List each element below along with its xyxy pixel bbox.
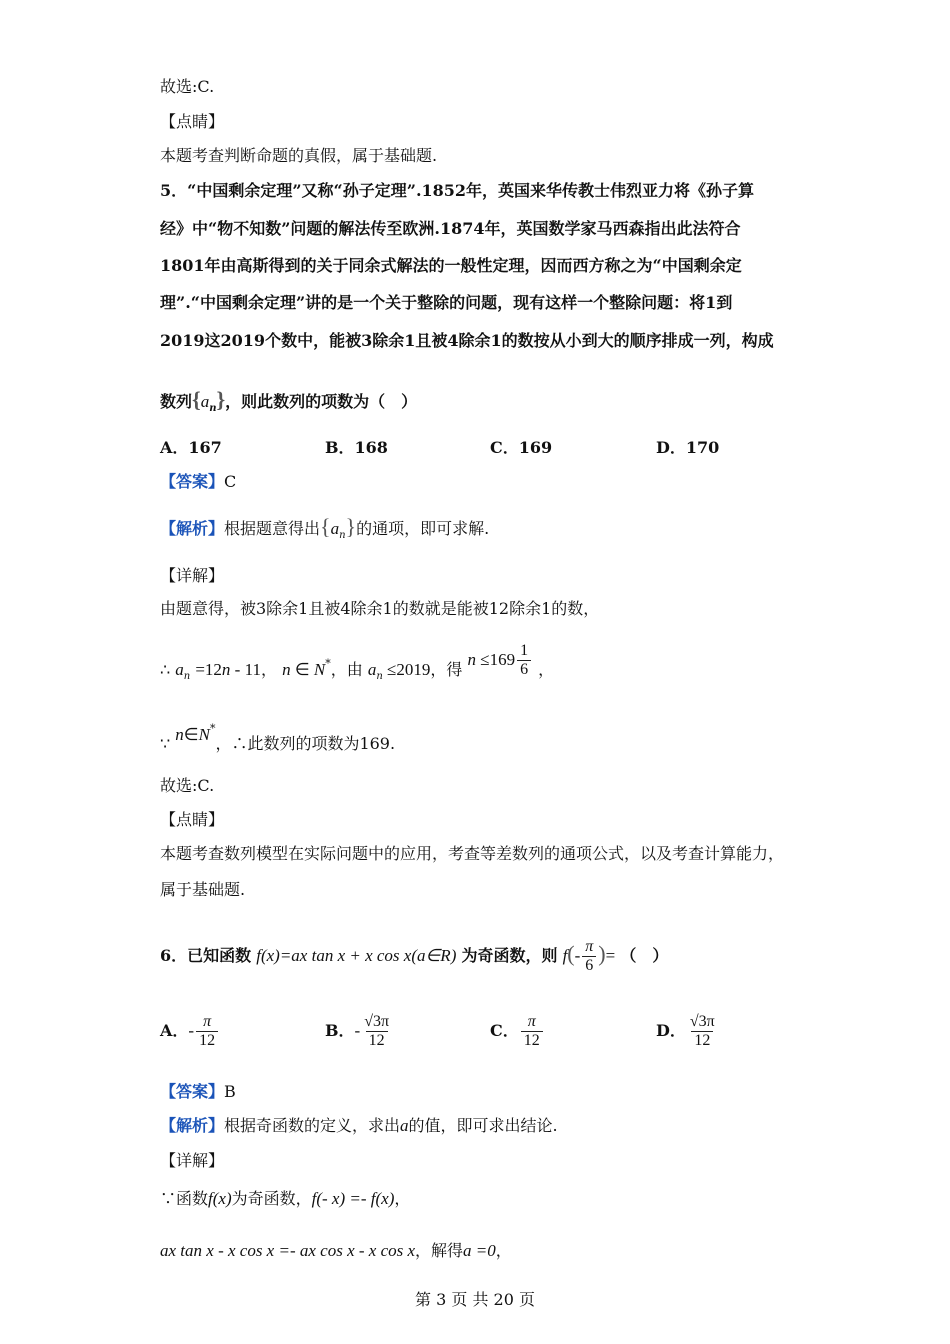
q6-analysis-pre: 根据奇函数的定义，求出 [224,1116,401,1135]
natural-N: N [313,660,326,679]
natural-N-2: N [198,725,210,744]
q5-seq-open-brace: { [192,387,201,412]
an-subscript-2: n [376,671,383,682]
q5-stem-line2: 经》中“物不知数”问题的解法传至欧洲.1874年，英国数学家马西森指出此法符合 [160,219,741,238]
q6-eval-eq: = [605,946,616,965]
q6-b-sign: - [354,1021,361,1040]
q5-analysis [160,516,489,547]
q5-analysis-a: a [330,519,340,538]
star-sup-2: * [209,722,216,735]
q6-a-den: 12 [196,1031,218,1050]
an-formula-n: n [221,660,231,679]
q5-seq-n: n [209,403,217,414]
detail2-end: ， [538,660,555,679]
q6-answer-label: 【答案】 [160,1082,225,1101]
q6-eval-f: f [562,946,568,965]
q5-seq-pre: 数列 [160,392,193,411]
q5-detail-label: 【详解】 [160,566,225,585]
q6-detail1-end: ， [394,1189,411,1208]
q6-detail1-because: ∵函数 [160,1189,209,1208]
q6-c-den: 12 [521,1031,543,1050]
q5-answer-label: 【答案】 [160,472,225,491]
q6-eval-minus: - [574,946,581,965]
q6-eval-close: ) [598,941,606,966]
q5-option-c: C．169 [490,438,553,457]
q6-answer [160,1081,236,1103]
q6-mid: 为奇函数，则 [461,946,558,965]
q6-d-num: √3π [689,1013,715,1030]
q6-prefix: 6．已知函数 [160,946,252,965]
q5-analysis-open-brace: { [320,514,331,539]
q6-analysis-post: 的值，即可求出结论. [408,1116,558,1135]
q6-eval-num: π [585,938,594,955]
q6-c-num: π [527,1013,536,1030]
q6-detail2-res: a =0 [463,1241,496,1260]
q6-suffix: （ ） [620,946,669,965]
q6-detail-line1 [160,1188,410,1210]
q6-option-d [656,1013,719,1050]
q5-seq-close-brace: } [216,387,226,412]
q5-seq-post: ，则此数列的项数为（ ） [225,392,418,411]
q6-detail2-eq: ax tan x - x cos x =- ax cos x - x cos x [160,1241,416,1260]
q6-detail1-fx: f(x) [208,1189,232,1208]
n-var-3: n [175,725,184,744]
q6-a-sign: - [188,1021,195,1040]
q6-b-fraction [362,1013,391,1050]
q5-pointer-text2: 属于基础题. [160,880,246,899]
q5-analysis-pre: 根据题意得出 [224,519,321,538]
q5-seq-a: a [200,392,210,411]
q5-detail-line2 [160,642,555,689]
q6-eval-open: ( [567,941,575,966]
q5-detail-line3 [160,722,396,755]
q5-stem-line3: 1801年由高斯得到的关于同余式解法的一般性定理，因而西方称之为“中国剩余定 [160,256,742,275]
q5-stem-line6 [160,389,417,420]
an-symbol: a [175,660,184,679]
q6-b-den: 12 [366,1031,388,1050]
q6-b-label: B． [325,1021,355,1040]
q5-stem-line4: 理”.“中国剩余定理”讲的是一个关于整除的问题，现有这样一个整除问题：将1到 [160,293,733,312]
q6-eval-den: 6 [582,956,596,975]
q6-a-label: A． [160,1021,189,1040]
q5-stem-line5: 2019这2019个数中，能被3除余1且被4除余1的数按从小到大的顺序排成一列，构成 [160,331,774,350]
q6-c-fraction [521,1013,543,1050]
frac-num: 1 [520,642,529,659]
n-var-2: n [467,650,476,669]
an-symbol-2: a [367,660,377,679]
detail2-de: ，得 [430,660,463,679]
q5-analysis-n: n [339,530,346,541]
an-formula-eq: =12 [195,660,222,679]
n-var: n [282,660,291,679]
fraction-one-sixth [517,642,531,679]
q5-option-a: A．167 [160,438,222,457]
q6-analysis-label: 【解析】 [160,1116,225,1135]
q6-eval-fraction [582,938,596,975]
q6-b-num: √3π [364,1013,390,1030]
q6-a-fraction [196,1013,218,1050]
q6-detail-label: 【详解】 [160,1151,225,1170]
q5-answer [160,471,236,493]
q5-pointer-text1: 本题考查数列模型在实际问题中的应用，考查等差数列的通项公式，以及考查计算能力， [160,844,785,863]
q6-d-den: 12 [691,1031,713,1050]
star-sup: * [325,657,331,670]
q6-detail1-mid: 为奇函数， [231,1189,312,1208]
q6-detail2-text: ，解得 [415,1241,464,1260]
le-169: ≤169 [475,650,516,669]
q6-detail-line2 [160,1240,512,1262]
in-symbol-2: ∈ [183,725,199,744]
q6-analysis [160,1115,558,1137]
q5-stem-line1: 5．“中国剩余定理”又称“孙子定理”.1852年，英国来华传教士伟烈亚力将《孙子算 [160,181,755,200]
prev-pointer-label: 【点睛】 [160,112,225,131]
detail2-you: ，由 [330,660,363,679]
q5-analysis-close-brace: } [345,514,357,539]
prev-pointer-text: 本题考查判断命题的真假，属于基础题. [160,146,438,165]
q5-pointer-label: 【点睛】 [160,810,225,829]
frac-den: 6 [517,660,531,679]
q6-a-num: π [203,1013,212,1030]
in-symbol: ∈ [290,660,314,679]
page-footer: 第 3 页 共 20 页 [415,1290,535,1309]
q6-function: f(x)=ax tan x + x cos x(a∈R) [256,946,457,965]
because-symbol: ∵ [160,734,171,753]
q5-analysis-post: 的通项，即可求解. [356,519,490,538]
q6-stem [160,938,668,975]
q6-option-b [325,1013,393,1050]
le-2019: ≤2019 [382,660,431,679]
q6-d-label: D． [656,1021,686,1040]
an-formula-minus: - 11 [230,660,261,679]
q5-choice: 故选:C. [160,776,215,795]
q6-option-a [160,1013,220,1050]
q5-answer-value: C [224,472,237,491]
q6-c-label: C． [490,1021,519,1040]
q6-detail2-end: ， [495,1241,512,1260]
detail2-sep: ， [260,660,277,679]
detail3-text: ，∴此数列的项数为169. [215,734,396,753]
prev-choice: 故选:C. [160,77,215,96]
an-subscript: n [183,671,191,682]
q6-detail1-eq: f(- x) =- f(x) [311,1189,395,1208]
q5-detail-line1: 由题意得，被3除余1且被4除余1的数就是能被12除余1的数， [160,599,600,618]
q6-d-fraction [688,1013,717,1050]
q5-analysis-label: 【解析】 [160,519,225,538]
q5-option-b: B．168 [325,438,388,457]
q5-option-d: D．170 [656,438,720,457]
q6-answer-value: B [224,1082,236,1101]
q6-analysis-var: a [400,1116,409,1135]
therefore-symbol: ∴ [160,660,171,679]
q6-option-c [490,1013,545,1050]
